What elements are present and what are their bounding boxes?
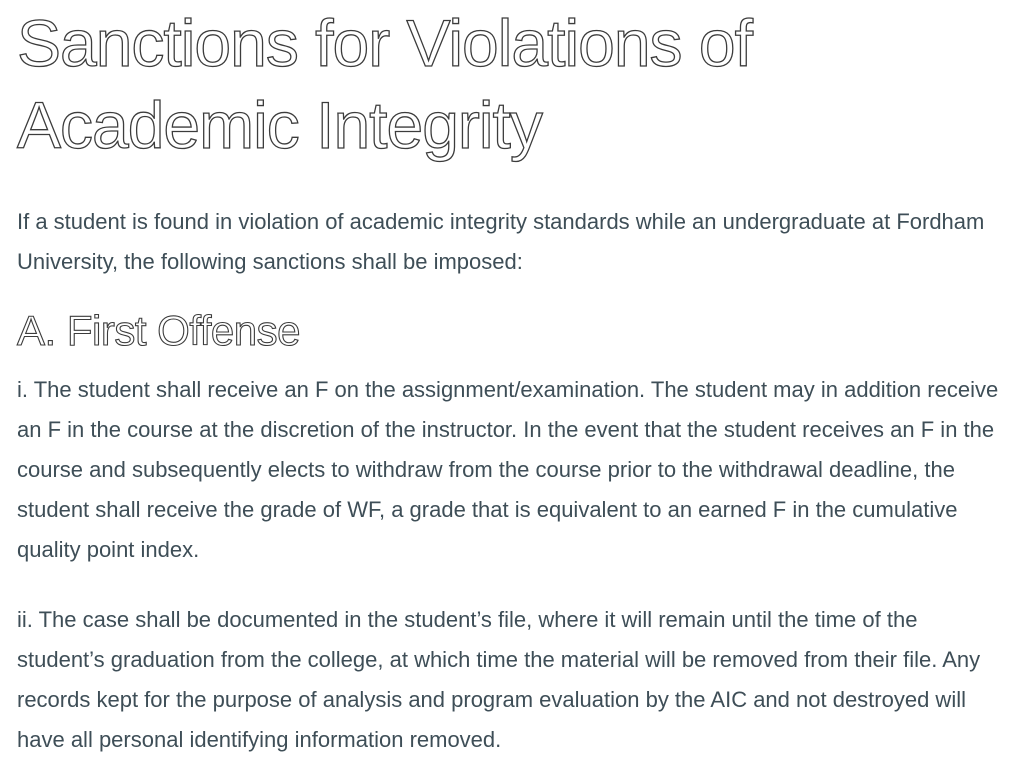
page-title: Sanctions for Violations of Academic Integrity [17,6,752,162]
intro-paragraph: If a student is found in violation of academic integrity standards while an undergraduate at Fordham University, the following sanctions shall be imposed: [17,209,985,274]
section-heading-first-offense: A. First Offense [17,307,300,354]
paragraph-ii: ii. The case shall be documented in the student’s file, where it will remain until the time of the student’s graduation from the college, at which time the material will be removed from their file. Any records kept for the purpose of analysis and program evaluation by the AIC and not destroyed will have all personal identifying information removed. [17,607,981,752]
paragraph-i: i. The student shall receive an F on the assignment/examination. The student may in addition receive an F in the course at the discretion of the instructor. In the event that the student receives an F in the course and subsequently elects to withdraw from the course prior to the withdrawal deadline, the student shall receive the grade of WF, a grade that is equivalent to an earned F in the cumulative quality point index. [17,377,999,562]
